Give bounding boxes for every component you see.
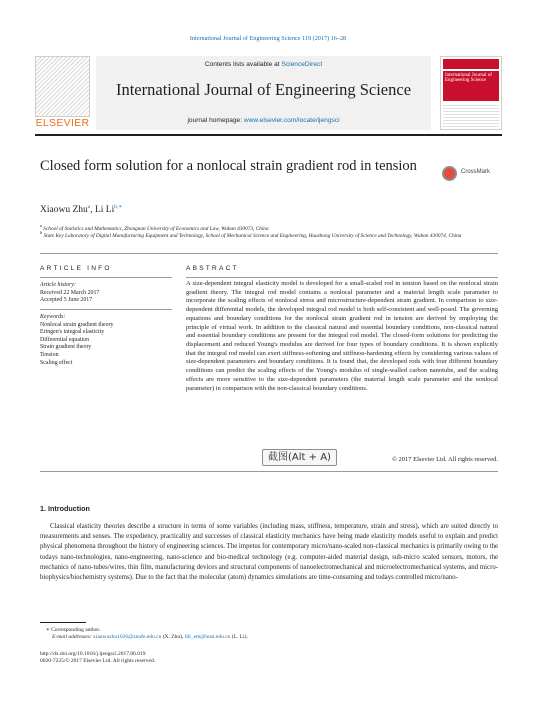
corresponding-author-note (46, 627, 504, 634)
keyword-item: Tension (40, 351, 59, 358)
affiliation-text: School of Statistics and Mathematics, Zhongnan University of Economics and Law, Wuhan 430073, China (43, 225, 269, 232)
issn-line: 0020-7225/© 2017 Elsevier Ltd. All rights reserved. (40, 658, 156, 664)
cover-top-strip (443, 59, 499, 69)
journal-reference[interactable]: International Journal of Engineering Science 119 (2017) 16–28 (189, 35, 347, 42)
contents-prefix: Contents lists available at (204, 61, 280, 68)
homepage-link[interactable]: www.elsevier.com/locate/ijengsci (243, 117, 340, 124)
doi-link[interactable]: http://dx.doi.org/10.1016/j.ijengsci.2017.06.019 (40, 651, 146, 657)
keyword-item: Differential equation (40, 336, 90, 343)
author-affiliation-marker[interactable]: a (87, 204, 91, 210)
keywords-block (40, 314, 170, 367)
email-note (52, 634, 510, 641)
abstract-bottom-rule (40, 471, 498, 472)
accepted-date: Accepted 5 June 2017 (40, 297, 93, 304)
introduction-heading: 1. Introduction (40, 504, 90, 513)
sciencedirect-link[interactable]: ScienceDirect (281, 61, 323, 68)
author-name[interactable]: Xiaowu Zhu (40, 205, 88, 216)
email-link[interactable]: lili_em@hust.edu.cn (184, 634, 231, 640)
article-info-heading: ARTICLE INFO (40, 265, 112, 272)
keywords-label: Keywords: (40, 314, 66, 320)
homepage-prefix: journal homepage: (187, 117, 243, 124)
keyword-item: Scaling effect (40, 359, 73, 366)
keyword-item: Strain gradient theory (40, 344, 92, 351)
elsevier-tree-icon (35, 56, 90, 117)
article-title: Closed form solution for a nonlocal strain gradient rod in tension (40, 158, 417, 174)
received-date: Received 22 March 2017 (40, 289, 100, 296)
email-owner: (X. Zhu), (162, 634, 184, 640)
crossmark-button[interactable] (442, 166, 512, 182)
journal-banner (96, 56, 431, 130)
corresponding-label: Corresponding author. (51, 627, 101, 633)
cover-title: International Journal of Engineering Science (443, 71, 499, 101)
affiliation (40, 230, 500, 240)
abstract-heading: ABSTRACT (186, 265, 239, 272)
article-info-rule (40, 277, 172, 278)
introduction-body (40, 522, 498, 583)
footnote-rule (40, 622, 86, 623)
elsevier-logo[interactable] (35, 56, 90, 130)
abstract-rule (186, 277, 498, 278)
screenshot-capture-button[interactable]: 截图(Alt + A) (262, 449, 337, 466)
journal-cover-thumbnail[interactable] (440, 56, 502, 130)
email-owner: (L. Li). (231, 634, 248, 640)
keyword-item: Eringen's integral elasticity (40, 329, 105, 336)
keyword-item: Nonlocal strain gradient theory (40, 321, 114, 328)
author-list: Xiaowu Zhu$^a$, Li $Li^{b,∗}$ (40, 204, 123, 216)
affiliation-rule (40, 253, 498, 254)
crossmark-label: CrossMark (461, 169, 491, 175)
article-history (40, 282, 170, 305)
keywords-rule (40, 309, 172, 310)
journal-name: International Journal of Engineering Science (115, 80, 412, 99)
introduction-paragraph: Classical elasticity theories describe a structure in terms of some variables (including mass, stiffness, temperature, strain and stress), which are suited directly to measurements and senses. The expediency, practicality and successes of classical elasticity mechanics have being made elasticity models useful to explain and predict physical phenomena throughout the history of engineering sciences. The impetus for contemporary micro/nano-scaled non-classical mechanics is primarily owing to the todays nano-technologies, nano-engineering, nano-science and bio-medical technology (e.g. computer-aided material design, sub-micro scaled sensors, motors, the mechanics of nano-tubes/wires, thin film, manufacturing devices and structural components of nanoelectromechanical and microelectromechanical systems, and micro-biophysics/biochemistry systems). Due to the fact that the molecular (atom) dynamics simulations are time-consuming and todays controlled micro/nano- (40, 523, 498, 582)
publisher-name: ELSEVIER (35, 117, 90, 129)
asterisk: ∗ (46, 627, 52, 633)
email-link[interactable]: xiaowuzhu1026@znufe.edu.cn (93, 634, 162, 640)
author-name[interactable]: Li Li (94, 205, 115, 216)
history-label: Article history: (40, 282, 76, 288)
affiliation-marker: a (40, 223, 42, 228)
cover-pattern (443, 103, 499, 127)
email-label: E-mail addresses: (52, 634, 92, 640)
contents-line (96, 61, 431, 68)
header-rule (35, 134, 502, 136)
abstract-copyright: © 2017 Elsevier Ltd. All rights reserved. (391, 456, 498, 463)
affiliation-text: State Key Laboratory of Digital Manufacturing Equipment and Technology, School of Mechanical Science and Engineering, Huazhong University of Science and Technology, Wuhan 430074, China (43, 232, 462, 239)
abstract-text: A size-dependent integral elasticity model is developed for a small-scaled rod in tension based on the nonlocal strain gradient theory. The integral rod model contains a nonlocal parameter and a material length scale parameter to incorporate the scaling effects of nonlocal stress and microstructure-dependent strain gradient. In comparison to size-dependent differential models, the developed integral rod model is both self-consistent and well-posed. The governing equations and boundary conditions for the nonlocal strain gradient rod in tension are derived by employing the principle of virtual work. In addition to the classical natural and essential boundary conditions, non-classical natural and essential boundary conditions are present for the integral rod model. The closed-form solutions for predicting the displacement and reduced Young's modulus are derived for four types of boundary conditions. It is shown explicitly that the integral rod model can exert stiffness-softening and stiffness-hardening effects by considering various values of size-dependent parameters and boundary conditions. It is found that, the developed rods with four different boundary conditions can predict the scaling effects of the Young's modulus of single-walled carbon nanotube, and the scaling effects are more sensitive to the size-dependent parameters (the material length scale parameter and the nonlocal parameter) in comparison with the non-classical boundary conditions. (186, 280, 498, 392)
author-affiliation-marker[interactable]: b,∗ (114, 204, 123, 210)
affiliation-marker: b (40, 230, 43, 235)
crossmark-icon (442, 166, 457, 181)
homepage-line (96, 117, 431, 124)
